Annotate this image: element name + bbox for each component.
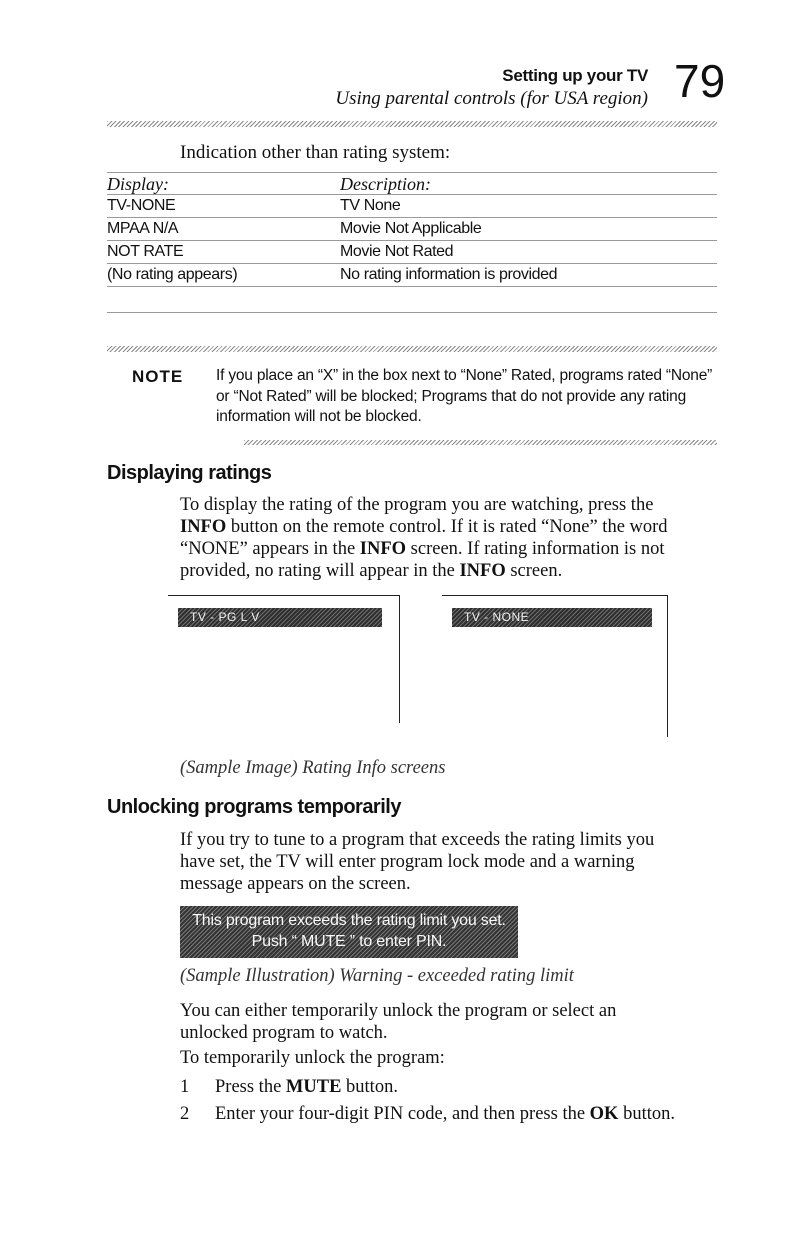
- caption-warning: (Sample Illustration) Warning - exceeded rating limit: [180, 966, 574, 986]
- note-label: NOTE: [132, 367, 184, 386]
- step-number: 2: [180, 1104, 190, 1124]
- step-text: Enter your four-digit PIN code, and then press the OK button.: [215, 1104, 675, 1124]
- warning-message-box: [180, 906, 518, 958]
- rating-banner: [452, 608, 652, 627]
- paragraph-line: INFO button on the remote control. If it is rated “None” the word: [180, 517, 668, 537]
- paragraph-line: provided, no rating will appear in the INFO screen.: [180, 561, 563, 581]
- note-bottom-rule: [244, 440, 717, 445]
- section-title: Setting up your TV: [502, 66, 648, 85]
- table-row: [107, 241, 717, 264]
- warning-line-1: This program exceeds the rating limit you set.: [192, 912, 506, 929]
- table-cell: TV-NONE: [107, 197, 176, 214]
- caption-rating-info: (Sample Image) Rating Info screens: [180, 758, 446, 778]
- table-row: [107, 218, 717, 241]
- paragraph-line: unlocked program to watch.: [180, 1023, 388, 1043]
- table-cell: TV None: [340, 197, 401, 214]
- paragraph-line: To temporarily unlock the program:: [180, 1048, 445, 1068]
- table-cell: NOT RATE: [107, 243, 184, 260]
- rating-indication-table: [107, 172, 717, 287]
- table-header-display: Display:: [107, 174, 169, 194]
- rating-banner-text: TV - NONE: [464, 610, 530, 624]
- rating-info-screen-1: [168, 595, 400, 723]
- step-text: Press the MUTE button.: [215, 1077, 398, 1097]
- note-top-rule: [107, 346, 717, 352]
- table-cell: MPAA N/A: [107, 220, 179, 237]
- paragraph-line: If you try to tune to a program that exceeds the rating limits you: [180, 830, 655, 850]
- rating-info-screen-2: [442, 595, 668, 737]
- table-row: [107, 264, 717, 287]
- table-row: [107, 195, 717, 218]
- paragraph-line: You can either temporarily unlock the program or select an: [180, 1001, 617, 1021]
- table-cell: (No rating appears): [107, 266, 238, 283]
- header-rule: [107, 121, 717, 127]
- table-cell: Movie Not Rated: [340, 243, 454, 260]
- paragraph-line: To display the rating of the program you are watching, press the: [180, 495, 654, 515]
- table-end-rule: [107, 312, 717, 313]
- warning-line-2: Push “ MUTE ” to enter PIN.: [251, 933, 447, 950]
- table-header-description: Description:: [340, 174, 431, 194]
- rating-banner-text: TV - PG L V: [190, 610, 260, 624]
- table-header-row: [107, 172, 717, 195]
- table-cell: Movie Not Applicable: [340, 220, 482, 237]
- rating-banner: [178, 608, 382, 627]
- heading-unlocking-programs: Unlocking programs temporarily: [107, 796, 401, 818]
- table-cell: No rating information is provided: [340, 266, 558, 283]
- subsection-title: Using parental controls (for USA region): [335, 88, 648, 109]
- paragraph-line: message appears on the screen.: [180, 874, 411, 894]
- paragraph-line: have set, the TV will enter program lock mode and a warning: [180, 852, 635, 872]
- page-number: 79: [674, 55, 726, 107]
- step-number: 1: [180, 1077, 190, 1097]
- note-text: If you place an “X” in the box next to “None” Rated, programs rated “None” or “Not Rated” will be blocked; Programs that do not provide any rating information will not be blocked.: [216, 367, 713, 425]
- heading-displaying-ratings: Displaying ratings: [107, 462, 272, 484]
- intro-text: Indication other than rating system:: [180, 142, 451, 163]
- paragraph-line: “NONE” appears in the INFO screen. If rating information is not: [180, 539, 665, 559]
